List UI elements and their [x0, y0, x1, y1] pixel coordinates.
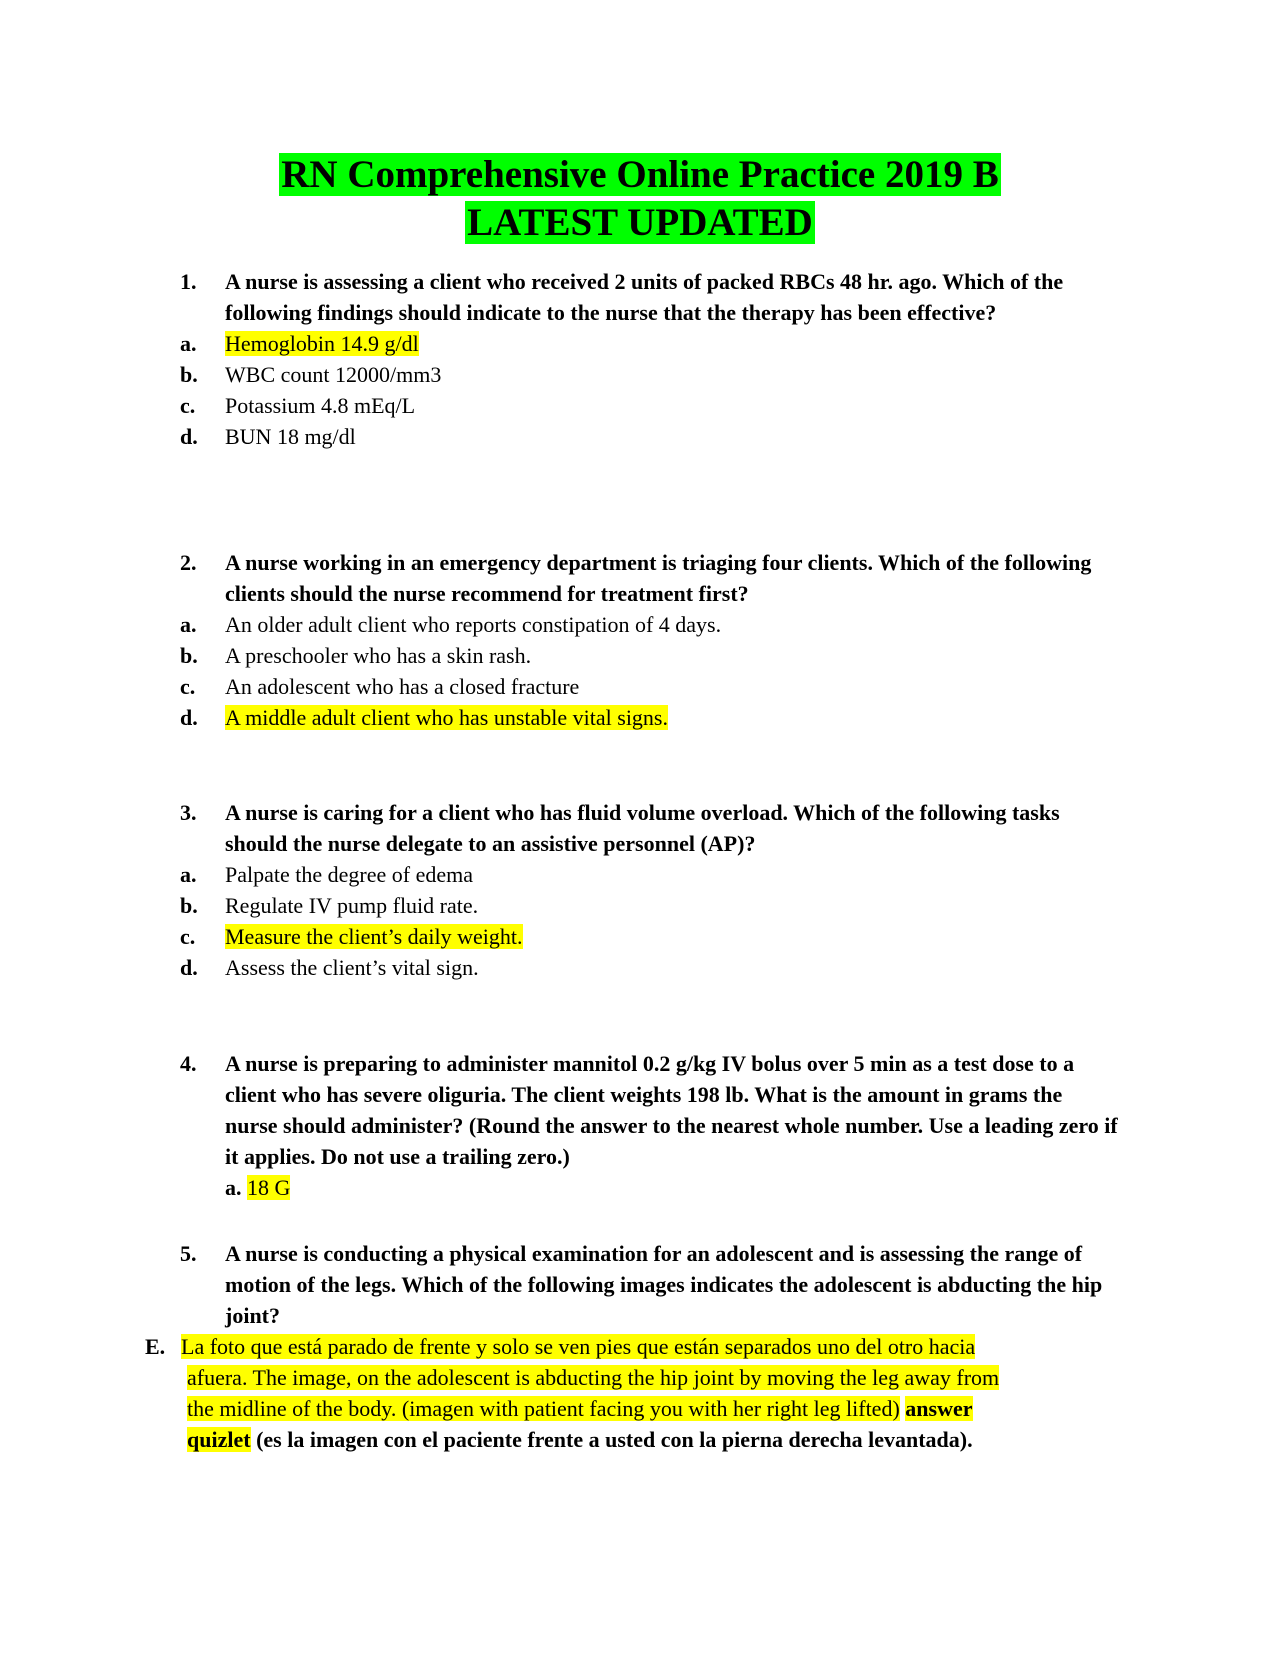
answer-line-4-bold: quizlet: [187, 1427, 251, 1452]
option-letter: c.: [180, 393, 196, 418]
option-c: [180, 390, 1120, 421]
question-4: [180, 1048, 1120, 1203]
title-text-2: LATEST UPDATED: [467, 201, 813, 244]
answer-letter: E.: [145, 1334, 166, 1359]
option-letter: b.: [180, 362, 198, 387]
option-text: An adolescent who has a closed fracture: [225, 674, 580, 699]
question-number: 1.: [180, 269, 197, 294]
question-stem: A nurse working in an emergency department is triaging four clients. Which of the following clients should the nurse recommend for treatment first?: [225, 550, 1092, 606]
option-a: [180, 328, 1120, 359]
option-a: [180, 859, 1120, 890]
answer-line: [180, 1172, 1120, 1203]
option-b: [180, 359, 1120, 390]
option-text: An older adult client who reports constipation of 4 days.: [225, 612, 722, 637]
option-text-correct: A middle adult client who has unstable vital signs.: [225, 705, 668, 730]
question-number: 5.: [180, 1241, 197, 1266]
option-d: [180, 702, 1120, 733]
answer-line-2: afuera. The image, on the adolescent is abducting the hip joint by moving the leg away from: [187, 1365, 1000, 1390]
option-b: [180, 890, 1120, 921]
option-d: [180, 421, 1120, 452]
answer-letter: a.: [225, 1175, 242, 1200]
option-text: Potassium 4.8 mEq/L: [225, 393, 416, 418]
option-text-correct: Hemoglobin 14.9 g/dl: [225, 331, 419, 356]
option-letter: a.: [180, 862, 197, 887]
question-stem: A nurse is conducting a physical examination for an adolescent and is assessing the range of motion of the legs. Which of the following images indicates the adolescent is abducting the hip joint?: [225, 1241, 1103, 1328]
question-stem: A nurse is caring for a client who has fluid volume overload. Which of the following tasks should the nurse delegate to an assistive personnel (AP)?: [225, 800, 1060, 856]
question-5-answer: [145, 1331, 1125, 1455]
question-number: 4.: [180, 1051, 197, 1076]
option-text: Assess the client’s vital sign.: [225, 955, 479, 980]
answer-line-4: (es la imagen con el paciente frente a usted con la pierna derecha levantada).: [256, 1427, 973, 1452]
option-letter: b.: [180, 893, 198, 918]
answer-text: 18 G: [247, 1175, 291, 1200]
question-stem: A nurse is assessing a client who received 2 units of packed RBCs 48 hr. ago. Which of the following findings should indicate to the nurse that the therapy has been effective?: [225, 269, 1064, 325]
answer-line-1: La foto que está parado de frente y solo se ven pies que están separados uno del otro hacia: [181, 1334, 976, 1359]
option-text: BUN 18 mg/dl: [225, 424, 356, 449]
option-text: WBC count 12000/mm3: [225, 362, 442, 387]
question-1: [180, 266, 1120, 452]
option-letter: d.: [180, 424, 198, 449]
option-letter: c.: [180, 924, 196, 949]
option-c: [180, 671, 1120, 702]
question-5: [180, 1238, 1120, 1331]
document-title-line-1: [0, 152, 1280, 198]
title-text-1: RN Comprehensive Online Practice 2019 B: [281, 153, 999, 196]
question-3: [180, 797, 1120, 983]
option-text: Palpate the degree of edema: [225, 862, 473, 887]
option-letter: a.: [180, 612, 197, 637]
document-title-line-2: [0, 200, 1280, 246]
option-text: A preschooler who has a skin rash.: [225, 643, 532, 668]
option-letter: b.: [180, 643, 198, 668]
question-number: 2.: [180, 550, 197, 575]
option-text-correct: Measure the client’s daily weight.: [225, 924, 523, 949]
answer-line-3-bold: answer: [905, 1396, 973, 1421]
option-c: [180, 921, 1120, 952]
option-letter: d.: [180, 705, 198, 730]
option-text: Regulate IV pump fluid rate.: [225, 893, 479, 918]
option-letter: d.: [180, 955, 198, 980]
option-a: [180, 609, 1120, 640]
option-b: [180, 640, 1120, 671]
answer-line-3: the midline of the body. (imagen with patient facing you with her right leg lifted): [187, 1396, 900, 1421]
question-number: 3.: [180, 800, 197, 825]
question-stem: A nurse is preparing to administer mannitol 0.2 g/kg IV bolus over 5 min as a test dose to a client who has severe oliguria. The client weights 198 lb. What is the amount in grams the nurse should administer? (Round the answer to the nearest whole number. Use a leading zero if it applies. Do not use a trailing zero.): [225, 1051, 1118, 1169]
option-d: [180, 952, 1120, 983]
question-2: [180, 547, 1120, 733]
option-letter: c.: [180, 674, 196, 699]
option-letter: a.: [180, 331, 197, 356]
